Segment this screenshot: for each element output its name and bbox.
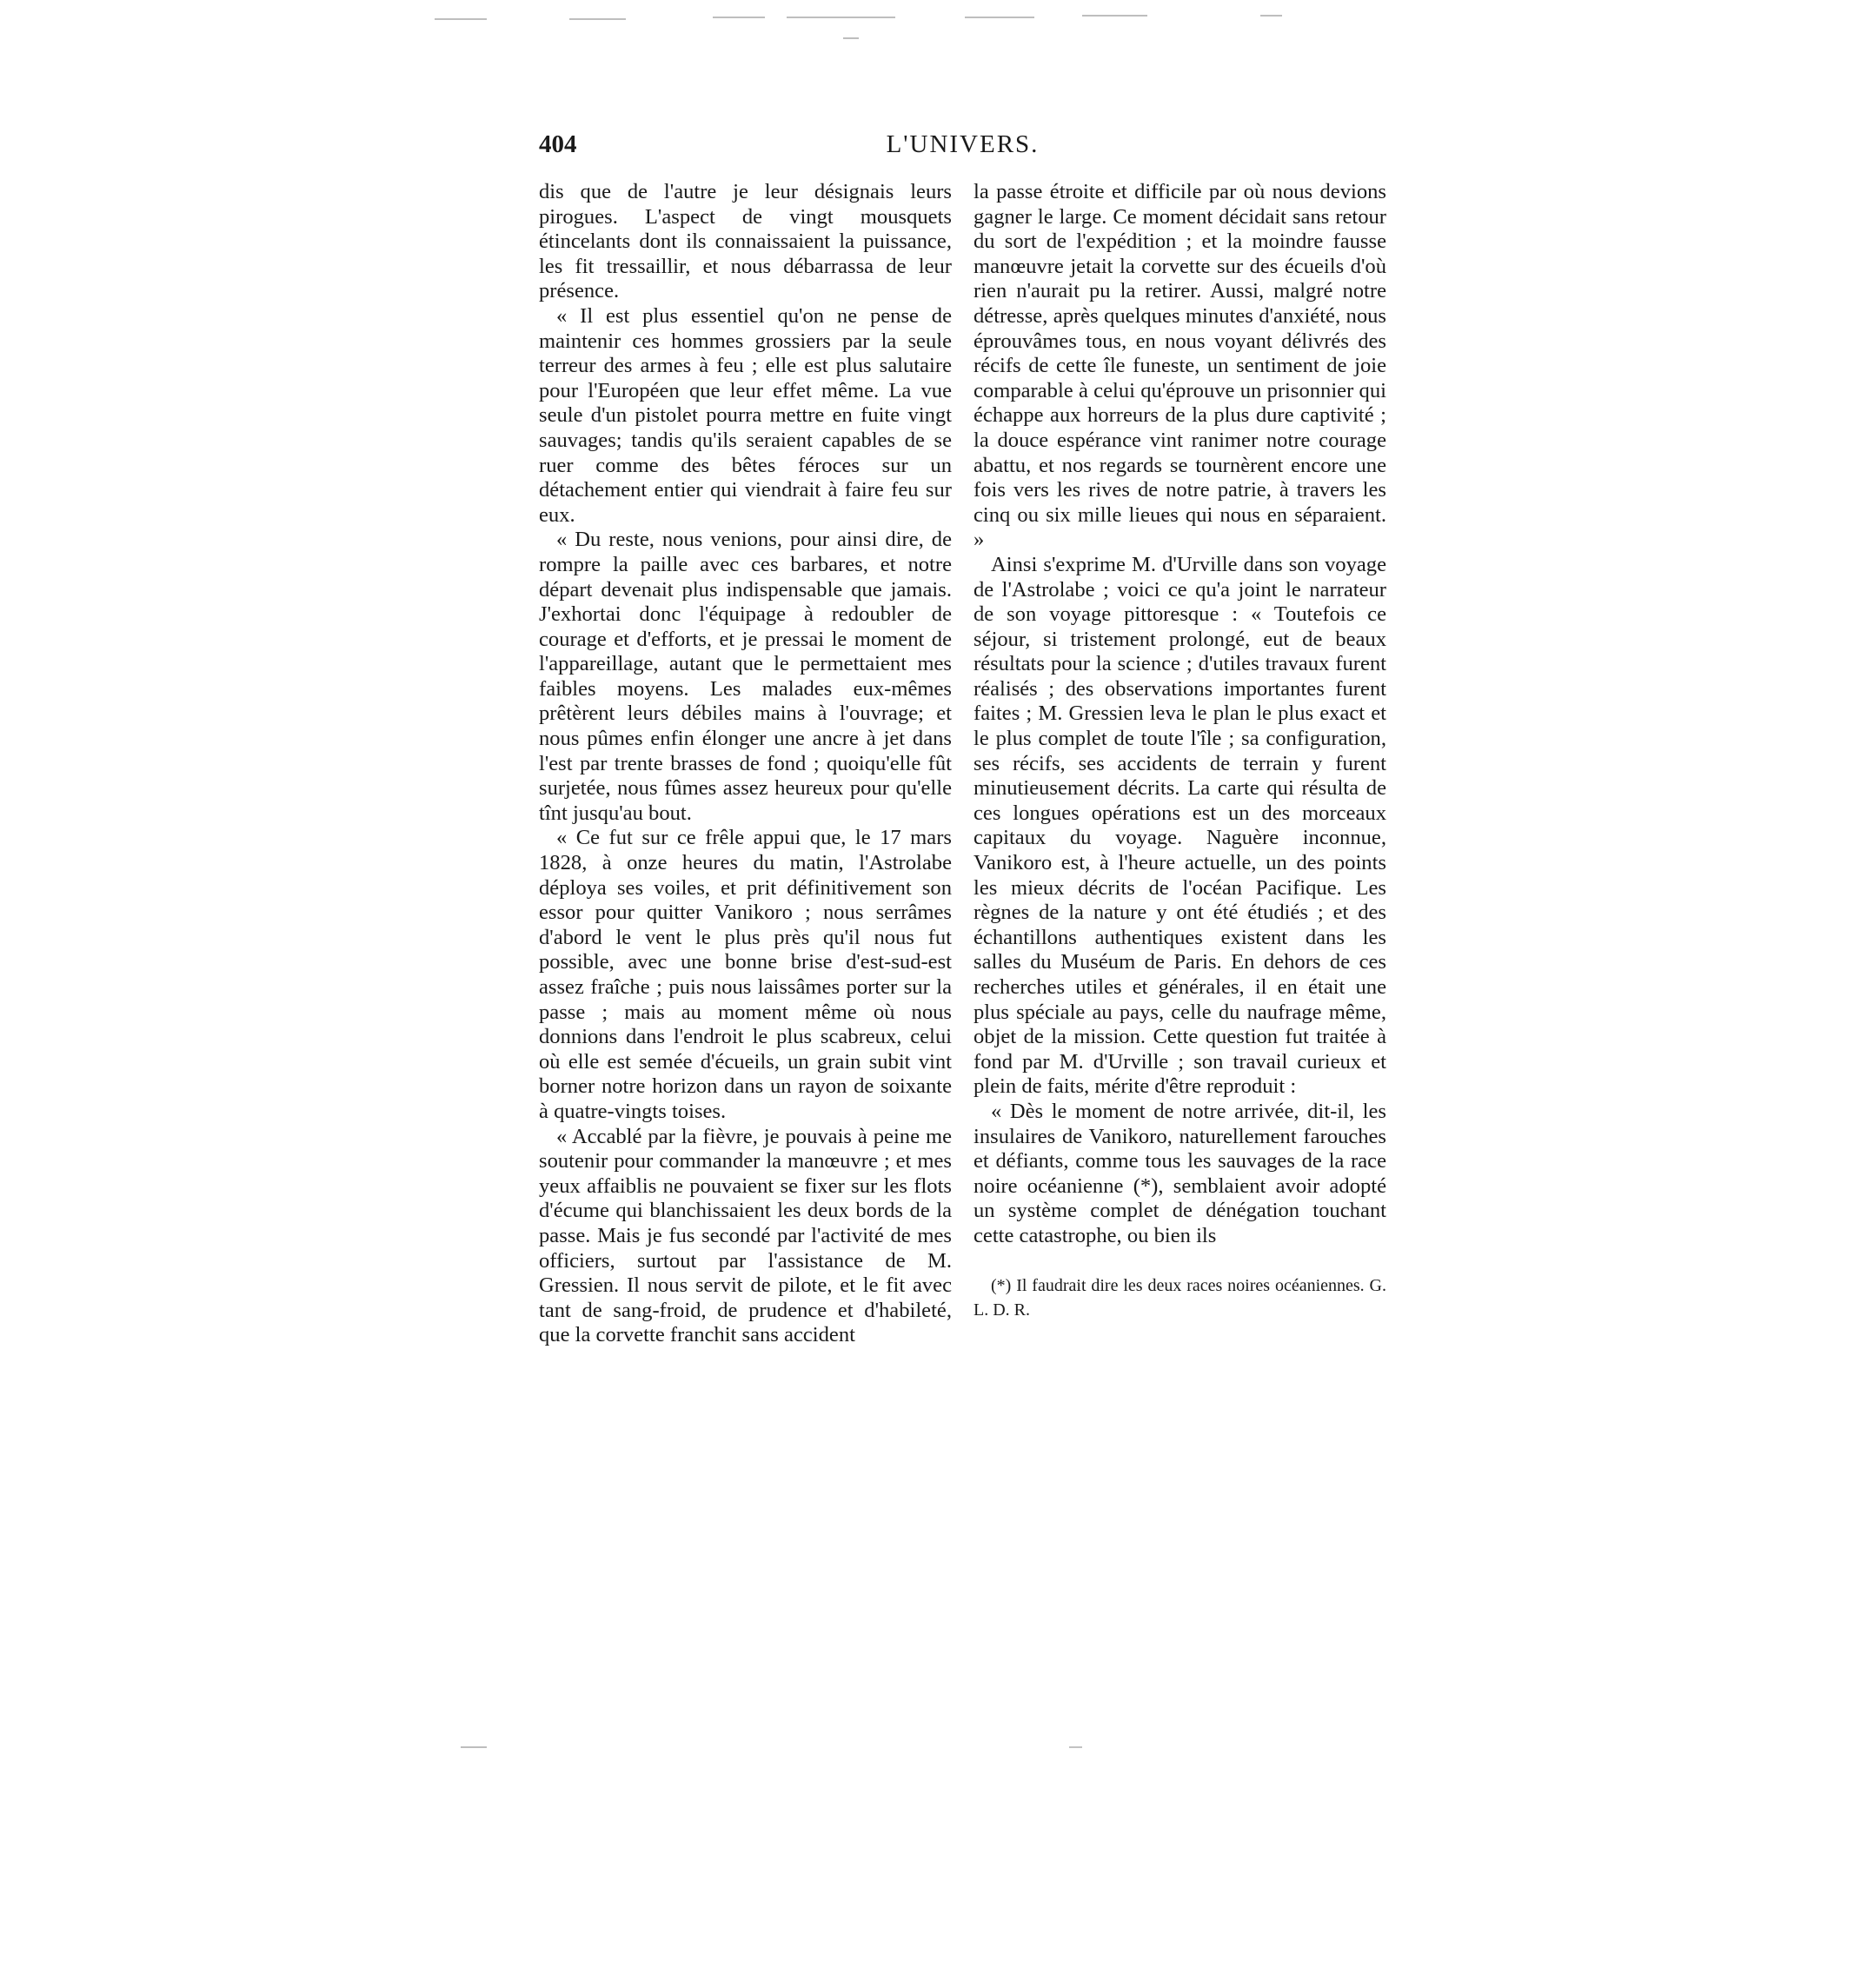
page-number: 404 <box>539 130 577 158</box>
paragraph: « Il est plus essentiel qu'on ne pense de maintenir ces hommes grossiers par la seule terreur des armes à feu ; elle est plus salutaire pour l'Européen que leur effet même. La vue seule d'un pistolet pourra mettre en fuite vingt sauvages; tandis qu'ils seraient capables de se ruer comme des bêtes féroces sur un détachement entier qui viendrait à faire feu sur eux. <box>539 303 952 527</box>
running-title: L'UNIVERS. <box>886 130 1040 158</box>
right-column <box>974 180 1386 1322</box>
paragraph: la passe étroite et difficile par où nous devions gagner le large. Ce moment décidait sans retour du sort de l'expédition ; et la moindre fausse manœuvre jetait la corvette sur des écueils d'où rien n'aurait pu la retirer. Aussi, malgré notre détresse, après quelques minutes d'anxiété, nous éprouvâmes tous, en nous voyant délivrés des récifs de cette île funeste, un sentiment de joie comparable à celui qu'éprouve un prisonnier qui échappe aux horreurs de la plus dure captivité ; la douce espérance vint ranimer notre courage abattu, et nos regards se tournèrent encore une fois vers les rives de notre patrie, à travers les cinq ou six mille lieues qui nous en séparaient. » <box>974 180 1386 552</box>
paragraph: « Dès le moment de notre arrivée, dit-il, les insulaires de Vanikoro, naturellement farouches et défiants, comme tous les sauvages de la race noire océanienne (*), semblaient avoir adopté un système complet de dénégation touchant cette catastrophe, ou bien ils <box>974 1099 1386 1247</box>
paragraph: dis que de l'autre je leur désignais leurs pirogues. L'aspect de vingt mousquets étincelants dont ils connaissaient la puissance, les fit tressaillir, et nous débarrassa de leur présence. <box>539 180 952 303</box>
paragraph: « Ce fut sur ce frêle appui que, le 17 mars 1828, à onze heures du matin, l'Astrolabe déploya ses voiles, et prit définitivement son essor pour quitter Vanikoro ; nous serrâmes d'abord le vent le plus près qu'il nous fut possible, avec une bonne brise d'est-sud-est assez fraîche ; puis nous laissâmes porter sur la passe ; mais au moment même où nous donnions dans l'endroit le plus scabreux, celui où elle est semée d'écueils, un grain subit vint borner notre horizon dans un rayon de soixante à quatre-vingts toises. <box>539 826 952 1123</box>
footnote: (*) Il faudrait dire les deux races noires océaniennes. G. L. D. R. <box>974 1275 1386 1320</box>
paragraph: Ainsi s'exprime M. d'Urville dans son voyage de l'Astrolabe ; voici ce qu'a joint le narrateur de son voyage pittoresque : « Toutefois ce séjour, si tristement prolongé, eut de beaux résultats pour la science ; d'utiles travaux furent réalisés ; des observations importantes furent faites ; M. Gressien leva le plan le plus exact et le plus complet de toute l'île ; sa configuration, ses récifs, ses accidents de terrain y furent minutieusement décrits. La carte qui résulta de ces longues opérations est un des morceaux capitaux du voyage. Naguère inconnue, Vanikoro est, à l'heure actuelle, un des points les mieux décrits de l'océan Pacifique. Les règnes de la nature y ont été étudiés ; et des échantillons authentiques existent dans les salles du Muséum de Paris. En dehors de ces recherches utiles et générales, il en était une plus spéciale au pays, celle du naufrage même, objet de la mission. Cette question fut traitée à fond par M. d'Urville ; son travail curieux et plein de faits, mérite d'être reproduit : <box>974 552 1386 1099</box>
left-column <box>539 180 952 1348</box>
paragraph: « Accablé par la fièvre, je pouvais à peine me soutenir pour commander la manœuvre ; et mes yeux affaiblis ne pouvaient se fixer sur les flots d'écume qui blanchissaient les deux bords de la passe. Mais je fus secondé par l'activité de mes officiers, surtout par l'assistance de M. Gressien. Il nous servit de pilote, et le fit avec tant de sang-froid, de prudence et d'habileté, que la corvette franchit sans accident <box>539 1124 952 1347</box>
paragraph: « Du reste, nous venions, pour ainsi dire, de rompre la paille avec ces barbares, et notre départ devenait plus indispensable que jamais. J'exhortai donc l'équipage à redoubler de courage et d'efforts, et je pressai le moment de l'appareillage, autant que le permettaient mes faibles moyens. Les malades eux-mêmes prêtèrent leurs débiles mains à l'ouvrage; et nous pûmes enfin élonger une ancre à jet dans l'est par trente brasses de fond ; quoiqu'elle fût surjetée, nous fûmes assez heureux pour qu'elle tînt jusqu'au bout. <box>539 528 952 825</box>
page-header <box>539 130 1386 165</box>
